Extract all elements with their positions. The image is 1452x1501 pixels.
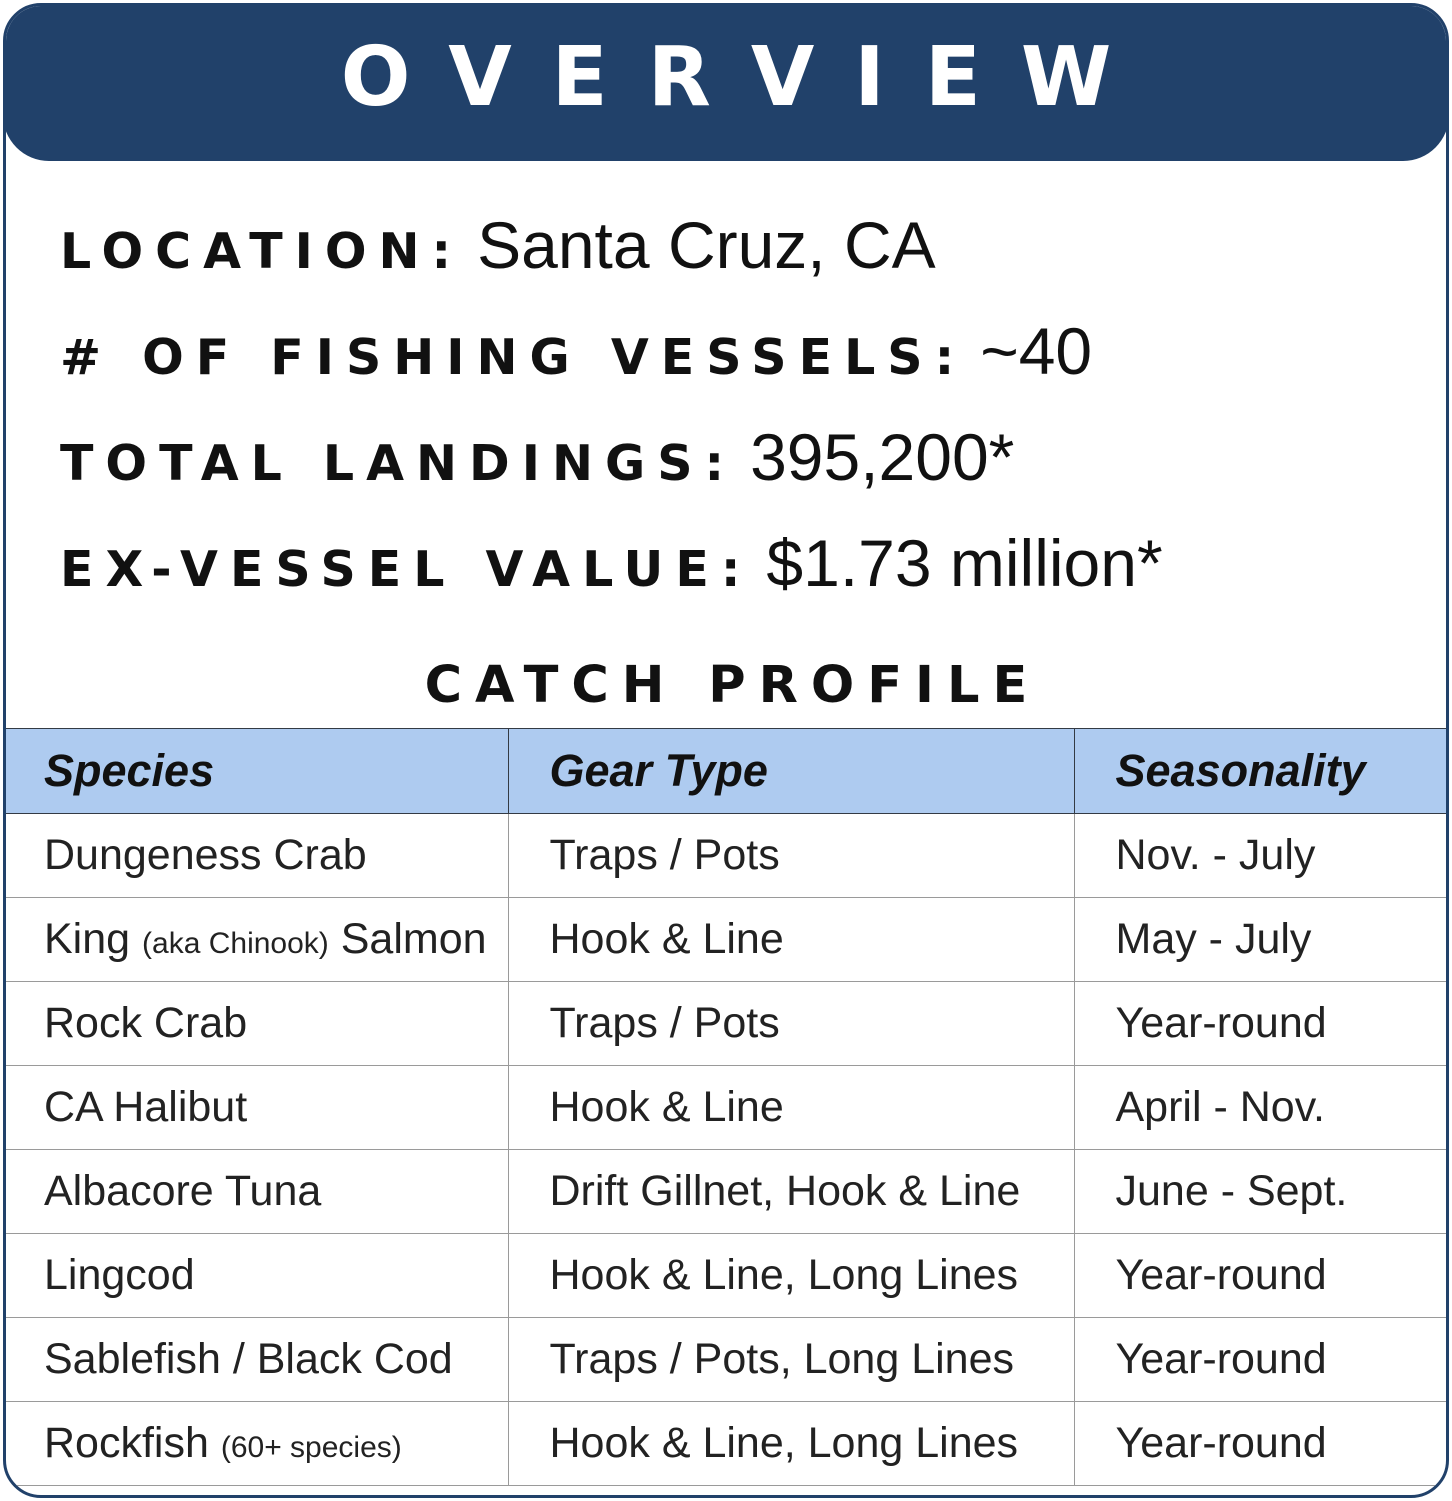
table-header-row <box>3 729 1449 814</box>
table-row <box>3 1234 1449 1318</box>
species-name: King <box>44 915 131 963</box>
season-cell: Nov. - July <box>1074 814 1449 898</box>
stat-landings-value: 395,200* <box>750 420 1015 494</box>
species-cell: Dungeness Crab <box>3 814 508 898</box>
species-cell: Albacore Tuna <box>3 1150 508 1234</box>
species-note: (aka Chinook) <box>142 927 329 960</box>
gear-cell: Hook & Line <box>508 1066 1074 1150</box>
table-row <box>3 1066 1449 1150</box>
species-cell <box>3 1402 508 1486</box>
catch-profile-table <box>3 728 1449 1486</box>
page-title: OVERVIEW <box>340 30 1152 125</box>
stat-landings <box>60 419 1014 499</box>
column-header-seasonality: Seasonality <box>1074 729 1449 814</box>
header-banner <box>3 3 1449 161</box>
table-row <box>3 982 1449 1066</box>
stat-location-label: LOCATION: <box>60 223 464 280</box>
season-cell: June - Sept. <box>1074 1150 1449 1234</box>
gear-cell: Hook & Line, Long Lines <box>508 1402 1074 1486</box>
stat-location <box>60 207 936 287</box>
catch-profile-title: CATCH PROFILE <box>424 656 1041 715</box>
species-cell <box>3 898 508 982</box>
stat-vessels <box>60 313 1092 393</box>
gear-cell: Traps / Pots <box>508 814 1074 898</box>
gear-cell: Drift Gillnet, Hook & Line <box>508 1150 1074 1234</box>
stat-location-value: Santa Cruz, CA <box>477 208 936 282</box>
species-name: Rockfish <box>44 1419 209 1467</box>
column-header-gear-type: Gear Type <box>508 729 1074 814</box>
gear-cell: Hook & Line, Long Lines <box>508 1234 1074 1318</box>
season-cell: April - Nov. <box>1074 1066 1449 1150</box>
stat-landings-label: TOTAL LANDINGS: <box>60 435 737 492</box>
species-cell: Rock Crab <box>3 982 508 1066</box>
species-name-suffix: Salmon <box>340 915 487 963</box>
gear-cell: Traps / Pots <box>508 982 1074 1066</box>
overview-card <box>3 3 1449 1498</box>
species-note: (60+ species) <box>220 1431 402 1464</box>
stat-vessels-value: ~40 <box>980 314 1093 388</box>
stat-ex-vessel-value <box>60 525 1163 605</box>
table-row <box>3 898 1449 982</box>
gear-cell: Hook & Line <box>508 898 1074 982</box>
stat-vessels-label: # OF FISHING VESSELS: <box>60 329 967 386</box>
stat-ex-vessel-value-value: $1.73 million* <box>766 526 1163 600</box>
table-row <box>3 814 1449 898</box>
season-cell: May - July <box>1074 898 1449 982</box>
table-row <box>3 1402 1449 1486</box>
table-row <box>3 1150 1449 1234</box>
gear-cell: Traps / Pots, Long Lines <box>508 1318 1074 1402</box>
table-row <box>3 1318 1449 1402</box>
stat-ex-vessel-value-label: EX-VESSEL VALUE: <box>60 541 753 598</box>
species-cell: Lingcod <box>3 1234 508 1318</box>
species-cell: Sablefish / Black Cod <box>3 1318 508 1402</box>
season-cell: Year-round <box>1074 1318 1449 1402</box>
species-cell: CA Halibut <box>3 1066 508 1150</box>
season-cell: Year-round <box>1074 1402 1449 1486</box>
season-cell: Year-round <box>1074 1234 1449 1318</box>
column-header-species: Species <box>3 729 508 814</box>
season-cell: Year-round <box>1074 982 1449 1066</box>
